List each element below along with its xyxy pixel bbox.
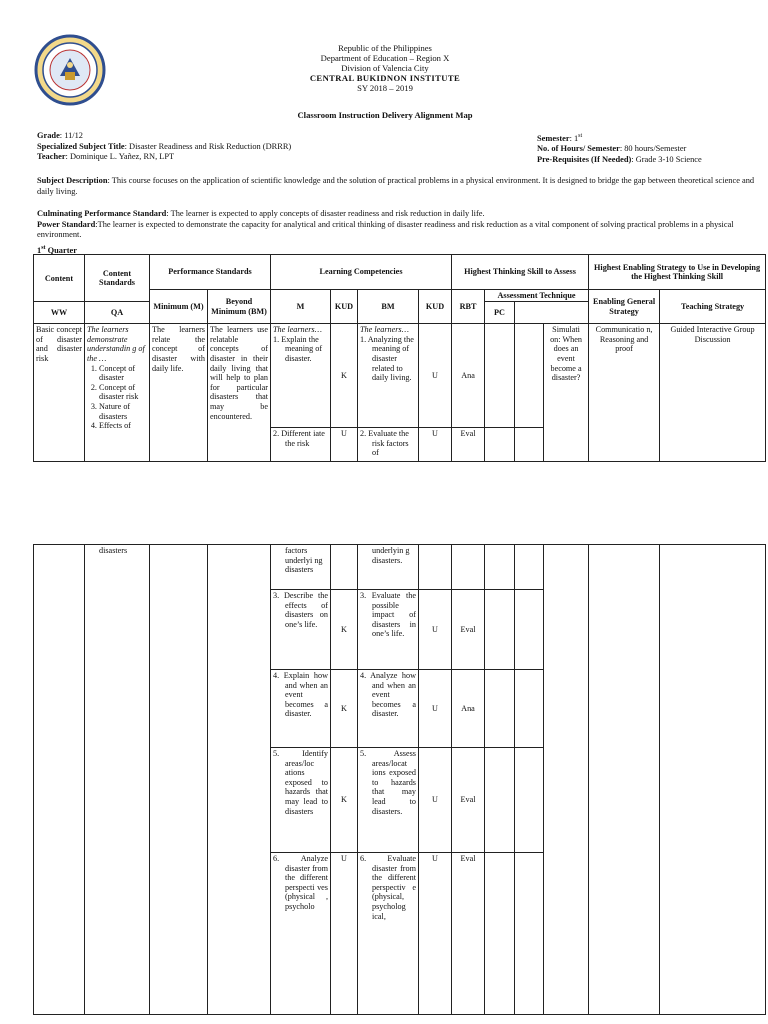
kud-bm-cell: U	[419, 670, 452, 748]
m-competency: 5. Identify areas/loc ations exposed to hazards that may lead to disasters	[273, 749, 328, 816]
cs-list	[87, 364, 147, 431]
kud-bm-cell: U	[419, 748, 452, 853]
bm-cell	[358, 748, 419, 853]
bm-cell	[358, 590, 419, 670]
bm-cell	[358, 853, 419, 1015]
m-cell	[271, 428, 331, 462]
minimum-cell	[150, 545, 208, 1015]
kud-bm-cell: U	[419, 428, 452, 462]
grade-value: : 11/12	[59, 131, 83, 140]
col-m: M	[271, 290, 331, 324]
division-line: Division of Valencia City	[341, 63, 429, 73]
rbt-cell: Ana	[452, 670, 485, 748]
col-beyond-minimum: Beyond Minimum (BM)	[208, 290, 271, 324]
kud-bm-cell	[419, 545, 452, 590]
m-cell	[271, 670, 331, 748]
bm-cell: underlyin g disasters.	[358, 545, 419, 590]
bm-competency-2: 2. Evaluate the risk factors of	[360, 429, 409, 458]
col-pc: PC	[485, 302, 515, 324]
kud-bm-cell: U	[419, 324, 452, 428]
semester-sup: st	[578, 133, 583, 139]
qa-cell	[515, 853, 544, 1015]
bm-cell	[358, 670, 419, 748]
beyond-minimum-cell	[208, 545, 271, 1015]
bm-competency: 3. Evaluate the possible impact of disasters in one’s life.	[360, 591, 416, 639]
ww-cell	[485, 670, 515, 748]
col-qa: QA	[85, 302, 150, 324]
alignment-table-page2	[33, 544, 766, 1015]
qa-cell	[515, 324, 544, 428]
ww-cell	[485, 428, 515, 462]
m-competency-1: 1. Explain the meaning of disaster.	[273, 334, 323, 363]
pc-cell: Simulati on: When does an event become a disaster?	[544, 324, 589, 462]
cs-item: 1. Concept of disaster	[99, 364, 147, 383]
enabling-general-cell: Communicatio n, Reasoning and proof	[589, 324, 660, 462]
m-cell	[271, 590, 331, 670]
description-text: : This course focuses on the application of scientific knowledge and the solution of practical problems in a physical environment. It is designed to bridge the gap between theoretical science and daily living.	[37, 176, 755, 196]
rbt-cell: Eval	[452, 428, 485, 462]
culminating-text: : The learner is expected to apply concepts of disaster readiness and risk reduction in daily life.	[166, 209, 485, 218]
m-competency: 4. Explain how and when an event becomes a disaster.	[273, 671, 328, 719]
quarter-num: 1	[37, 245, 42, 255]
m-intro: The learners…	[273, 325, 322, 335]
col-content-standards: Content Standards	[85, 255, 150, 302]
rbt-cell: Ana	[452, 324, 485, 428]
kud-cell: K	[331, 590, 358, 670]
content-cell: Basic concept of disaster and disaster risk	[34, 324, 85, 462]
bm-cell	[358, 428, 419, 462]
m-competency-2: 2. Different iate the risk	[273, 429, 325, 448]
teaching-strategy-cell	[660, 545, 766, 1015]
teacher-value: : Dominique L. Yañez, RN, LPT	[65, 152, 175, 162]
col-content: Content	[34, 255, 85, 302]
col-thinking-skill: Highest Thinking Skill to Assess	[452, 255, 589, 290]
col-kud: KUD	[331, 290, 358, 324]
semester-label: Semester	[537, 133, 570, 143]
bm-cell	[358, 324, 419, 428]
qa-cell	[515, 748, 544, 853]
rbt-cell: Eval	[452, 748, 485, 853]
m-cell	[271, 324, 331, 428]
subject-info-right	[537, 131, 702, 166]
kud-cell: K	[331, 748, 358, 853]
teaching-strategy-cell: Guided Interactive Group Discussion	[660, 324, 766, 462]
qa-cell	[515, 670, 544, 748]
subject-info-left	[37, 131, 291, 163]
kud-bm-cell: U	[419, 590, 452, 670]
content-standards-cell	[85, 324, 150, 462]
ww-cell	[485, 324, 515, 428]
col-enabling-strategy: Highest Enabling Strategy to Use in Developing the Highest Thinking Skill	[589, 255, 766, 290]
kud-cell: U	[331, 428, 358, 462]
kud-cell: U	[331, 853, 358, 1015]
prereq-value: : Grade 3-10 Science	[631, 154, 702, 164]
m-competency: 6. Analyze disaster from the different perspecti ves (physical , psycholo	[273, 854, 328, 911]
subject-value: : Disaster Readiness and Risk Reduction (DRRR)	[124, 141, 292, 151]
col-rbt: RBT	[452, 290, 485, 324]
m-cell: factors underlyi ng disasters	[271, 545, 331, 590]
description-label: Subject Description	[37, 176, 108, 185]
m-cell	[271, 853, 331, 1015]
bm-competency-1: 1. Analyzing the meaning of disaster related to daily living.	[360, 334, 414, 383]
ww-cell	[485, 748, 515, 853]
culminating-label: Culminating Performance Standard	[37, 209, 167, 218]
col-performance-standards: Performance Standards	[150, 255, 271, 290]
cs-item: 4. Effects of	[99, 421, 147, 431]
school-year: SY 2018 – 2019	[357, 83, 413, 93]
col-minimum: Minimum (M)	[150, 290, 208, 324]
col-bm: BM	[358, 290, 419, 324]
department-line: Department of Education – Region X	[320, 53, 450, 63]
m-competency: 3. Describe the effects of disasters on one’s life.	[273, 591, 328, 629]
ww-cell	[485, 545, 515, 590]
kud-cell: K	[331, 324, 358, 428]
col-teaching-strategy: Teaching Strategy	[660, 290, 766, 324]
hours-value: : 80 hours/Semester	[619, 144, 687, 154]
rbt-cell	[452, 545, 485, 590]
cs-item: 2. Concept of disaster risk	[99, 383, 147, 402]
hours-label: No. of Hours/ Semester	[537, 144, 620, 154]
ww-cell	[485, 853, 515, 1015]
bm-competency: 6. Evaluate disaster from the different perspectiv e (physical, psycholog ical,	[360, 854, 416, 921]
rbt-cell: Eval	[452, 853, 485, 1015]
table-row	[34, 324, 766, 428]
bm-competency: 4. Analyze how and when an event becomes a disaster.	[360, 671, 416, 719]
content-standards-cell: disasters	[85, 545, 150, 1015]
cs-intro: The learners demonstrate understandin g of the …	[87, 325, 145, 363]
grade-label: Grade	[37, 131, 60, 140]
subject-description	[37, 176, 759, 197]
content-cell	[34, 545, 85, 1015]
qa-cell	[515, 590, 544, 670]
document-header	[250, 43, 520, 93]
teacher-label: Teacher	[37, 152, 66, 162]
kud-bm-cell: U	[419, 853, 452, 1015]
bm-competency: 5. Assess areas/locat ions exposed to hazards that may lead to disasters.	[360, 749, 416, 816]
kud-cell	[331, 545, 358, 590]
minimum-cell: The learners relate the concept of disaster with daily life.	[150, 324, 208, 462]
standards-block	[37, 209, 759, 241]
col-enabling-general: Enabling General Strategy	[589, 290, 660, 324]
beyond-minimum-cell: The learners use relatable concepts of disaster in their daily living that will help to plan for particular disasters that may be encountered.	[208, 324, 271, 462]
quarter-word: Quarter	[45, 245, 77, 255]
school-seal-logo	[34, 34, 106, 106]
power-label: Power Standard	[37, 219, 96, 229]
quarter-sup: st	[41, 245, 46, 251]
republic-line: Republic of the Philippines	[338, 43, 432, 53]
rbt-cell: Eval	[452, 590, 485, 670]
document-title: Classroom Instruction Delivery Alignment Map	[297, 110, 473, 120]
bm-intro: The learners…	[360, 325, 409, 335]
col-learning-competencies: Learning Competencies	[271, 255, 452, 290]
col-assessment-technique: Assessment Technique	[485, 290, 589, 302]
kud-cell: K	[331, 670, 358, 748]
school-name: CENTRAL BUKIDNON INSTITUTE	[309, 73, 461, 83]
subject-label: Specialized Subject Title	[37, 141, 125, 151]
ww-cell	[485, 590, 515, 670]
qa-cell	[515, 428, 544, 462]
m-cell	[271, 748, 331, 853]
qa-cell	[515, 545, 544, 590]
power-text: :The learner is expected to demonstrate the capacity for analytical and critical thinking of disaster readiness and risk reduction as a vital component of solving practical problems in a physical environment.	[37, 219, 734, 239]
col-kud-bm: KUD	[419, 290, 452, 324]
alignment-table-page1	[33, 254, 766, 462]
prereq-label: Pre-Requisites (If Needed)	[537, 154, 632, 164]
enabling-general-cell	[589, 545, 660, 1015]
pc-cell	[544, 545, 589, 1015]
semester-value: : 1	[569, 133, 579, 143]
table-row	[34, 545, 766, 590]
cs-item: 3. Nature of disasters	[99, 402, 147, 421]
col-ww: WW	[34, 302, 85, 324]
